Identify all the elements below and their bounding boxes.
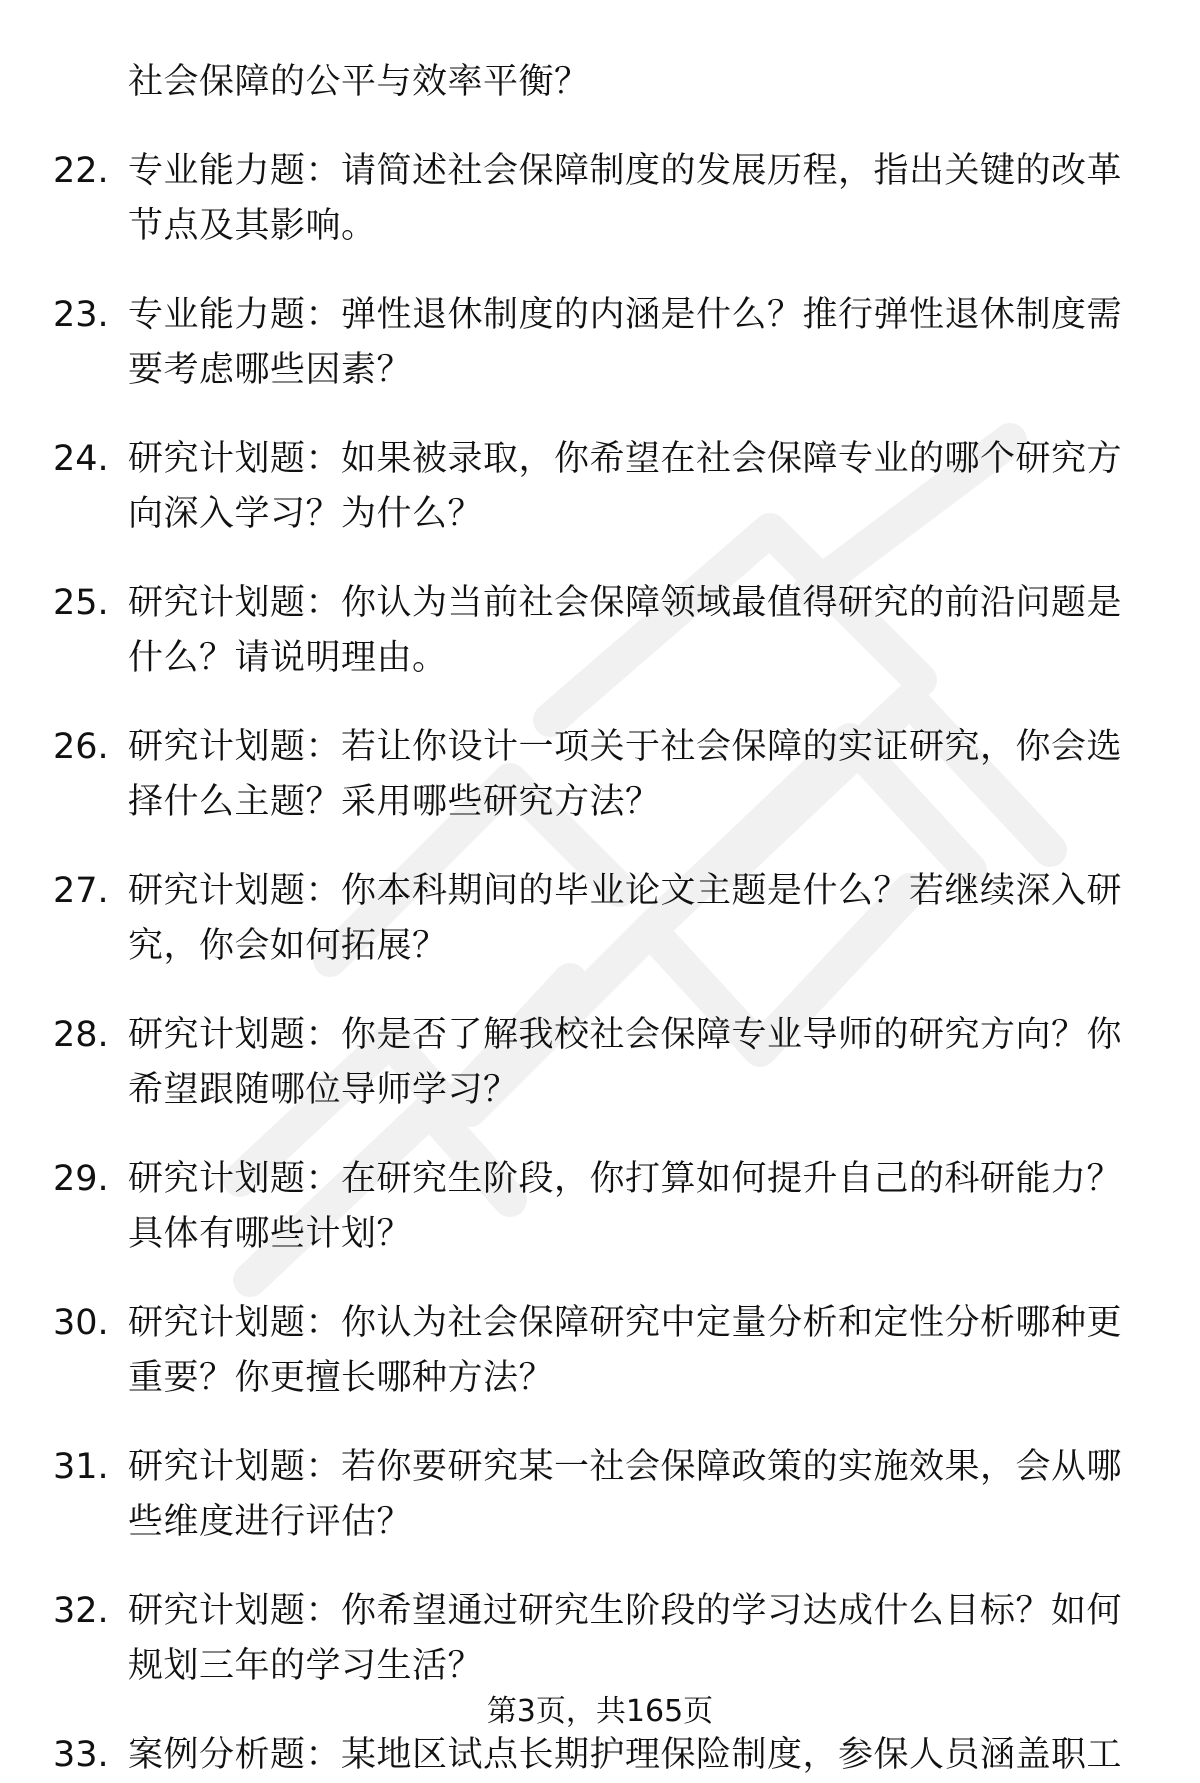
question-text: 研究计划题：你本科期间的毕业论文主题是什么？若继续深入研究，你会如何拓展？ <box>128 871 1123 966</box>
question-number: 31. <box>53 1447 109 1487</box>
continued-text: 社会保障的公平与效率平衡？ <box>128 62 590 102</box>
question-number: 23. <box>53 295 109 335</box>
question-item <box>0 1152 1200 1262</box>
question-text: 研究计划题：你希望通过研究生阶段的学习达成什么目标？如何规划三年的学习生活？ <box>128 1591 1123 1686</box>
question-text: 案例分析题：某地区试点长期护理保险制度，参保人员涵盖职工 <box>128 1735 1123 1775</box>
question-number: 24. <box>53 439 109 479</box>
question-item <box>0 1296 1200 1406</box>
question-number: 33. <box>53 1735 109 1775</box>
question-text: 研究计划题：若让你设计一项关于社会保障的实证研究，你会选择什么主题？采用哪些研究方法？ <box>128 727 1123 822</box>
question-number: 22. <box>53 151 109 191</box>
question-item <box>0 1440 1200 1550</box>
question-number: 32. <box>53 1591 109 1631</box>
question-text: 研究计划题：若你要研究某一社会保障政策的实施效果，会从哪些维度进行评估？ <box>128 1447 1123 1542</box>
question-number: 29. <box>53 1159 109 1199</box>
question-item <box>0 144 1200 254</box>
question-text: 研究计划题：在研究生阶段，你打算如何提升自己的科研能力？具体有哪些计划？ <box>128 1159 1123 1254</box>
question-text: 研究计划题：你是否了解我校社会保障专业导师的研究方向？你希望跟随哪位导师学习？ <box>128 1015 1123 1110</box>
question-item <box>0 1584 1200 1694</box>
question-item <box>0 432 1200 542</box>
question-text: 研究计划题：如果被录取，你希望在社会保障专业的哪个研究方向深入学习？为什么？ <box>128 439 1123 534</box>
question-number: 26. <box>53 727 109 767</box>
question-list <box>0 55 1200 1783</box>
question-text: 研究计划题：你认为社会保障研究中定量分析和定性分析哪种更重要？你更擅长哪种方法？ <box>128 1303 1123 1398</box>
question-item <box>0 864 1200 974</box>
question-item <box>0 576 1200 686</box>
question-item <box>0 1008 1200 1118</box>
question-number: 28. <box>53 1015 109 1055</box>
question-number: 25. <box>53 583 109 623</box>
page-number-footer: 第3页，共165页 <box>486 1694 714 1729</box>
question-item <box>0 288 1200 398</box>
question-text: 研究计划题：你认为当前社会保障领域最值得研究的前沿问题是什么？请说明理由。 <box>128 583 1123 678</box>
question-number: 27. <box>53 871 109 911</box>
question-item <box>0 1728 1200 1783</box>
question-item <box>0 720 1200 830</box>
question-number: 30. <box>53 1303 109 1343</box>
question-text: 专业能力题：弹性退休制度的内涵是什么？推行弹性退休制度需要考虑哪些因素？ <box>128 295 1123 390</box>
question-text: 专业能力题：请简述社会保障制度的发展历程，指出关键的改革节点及其影响。 <box>128 151 1123 246</box>
